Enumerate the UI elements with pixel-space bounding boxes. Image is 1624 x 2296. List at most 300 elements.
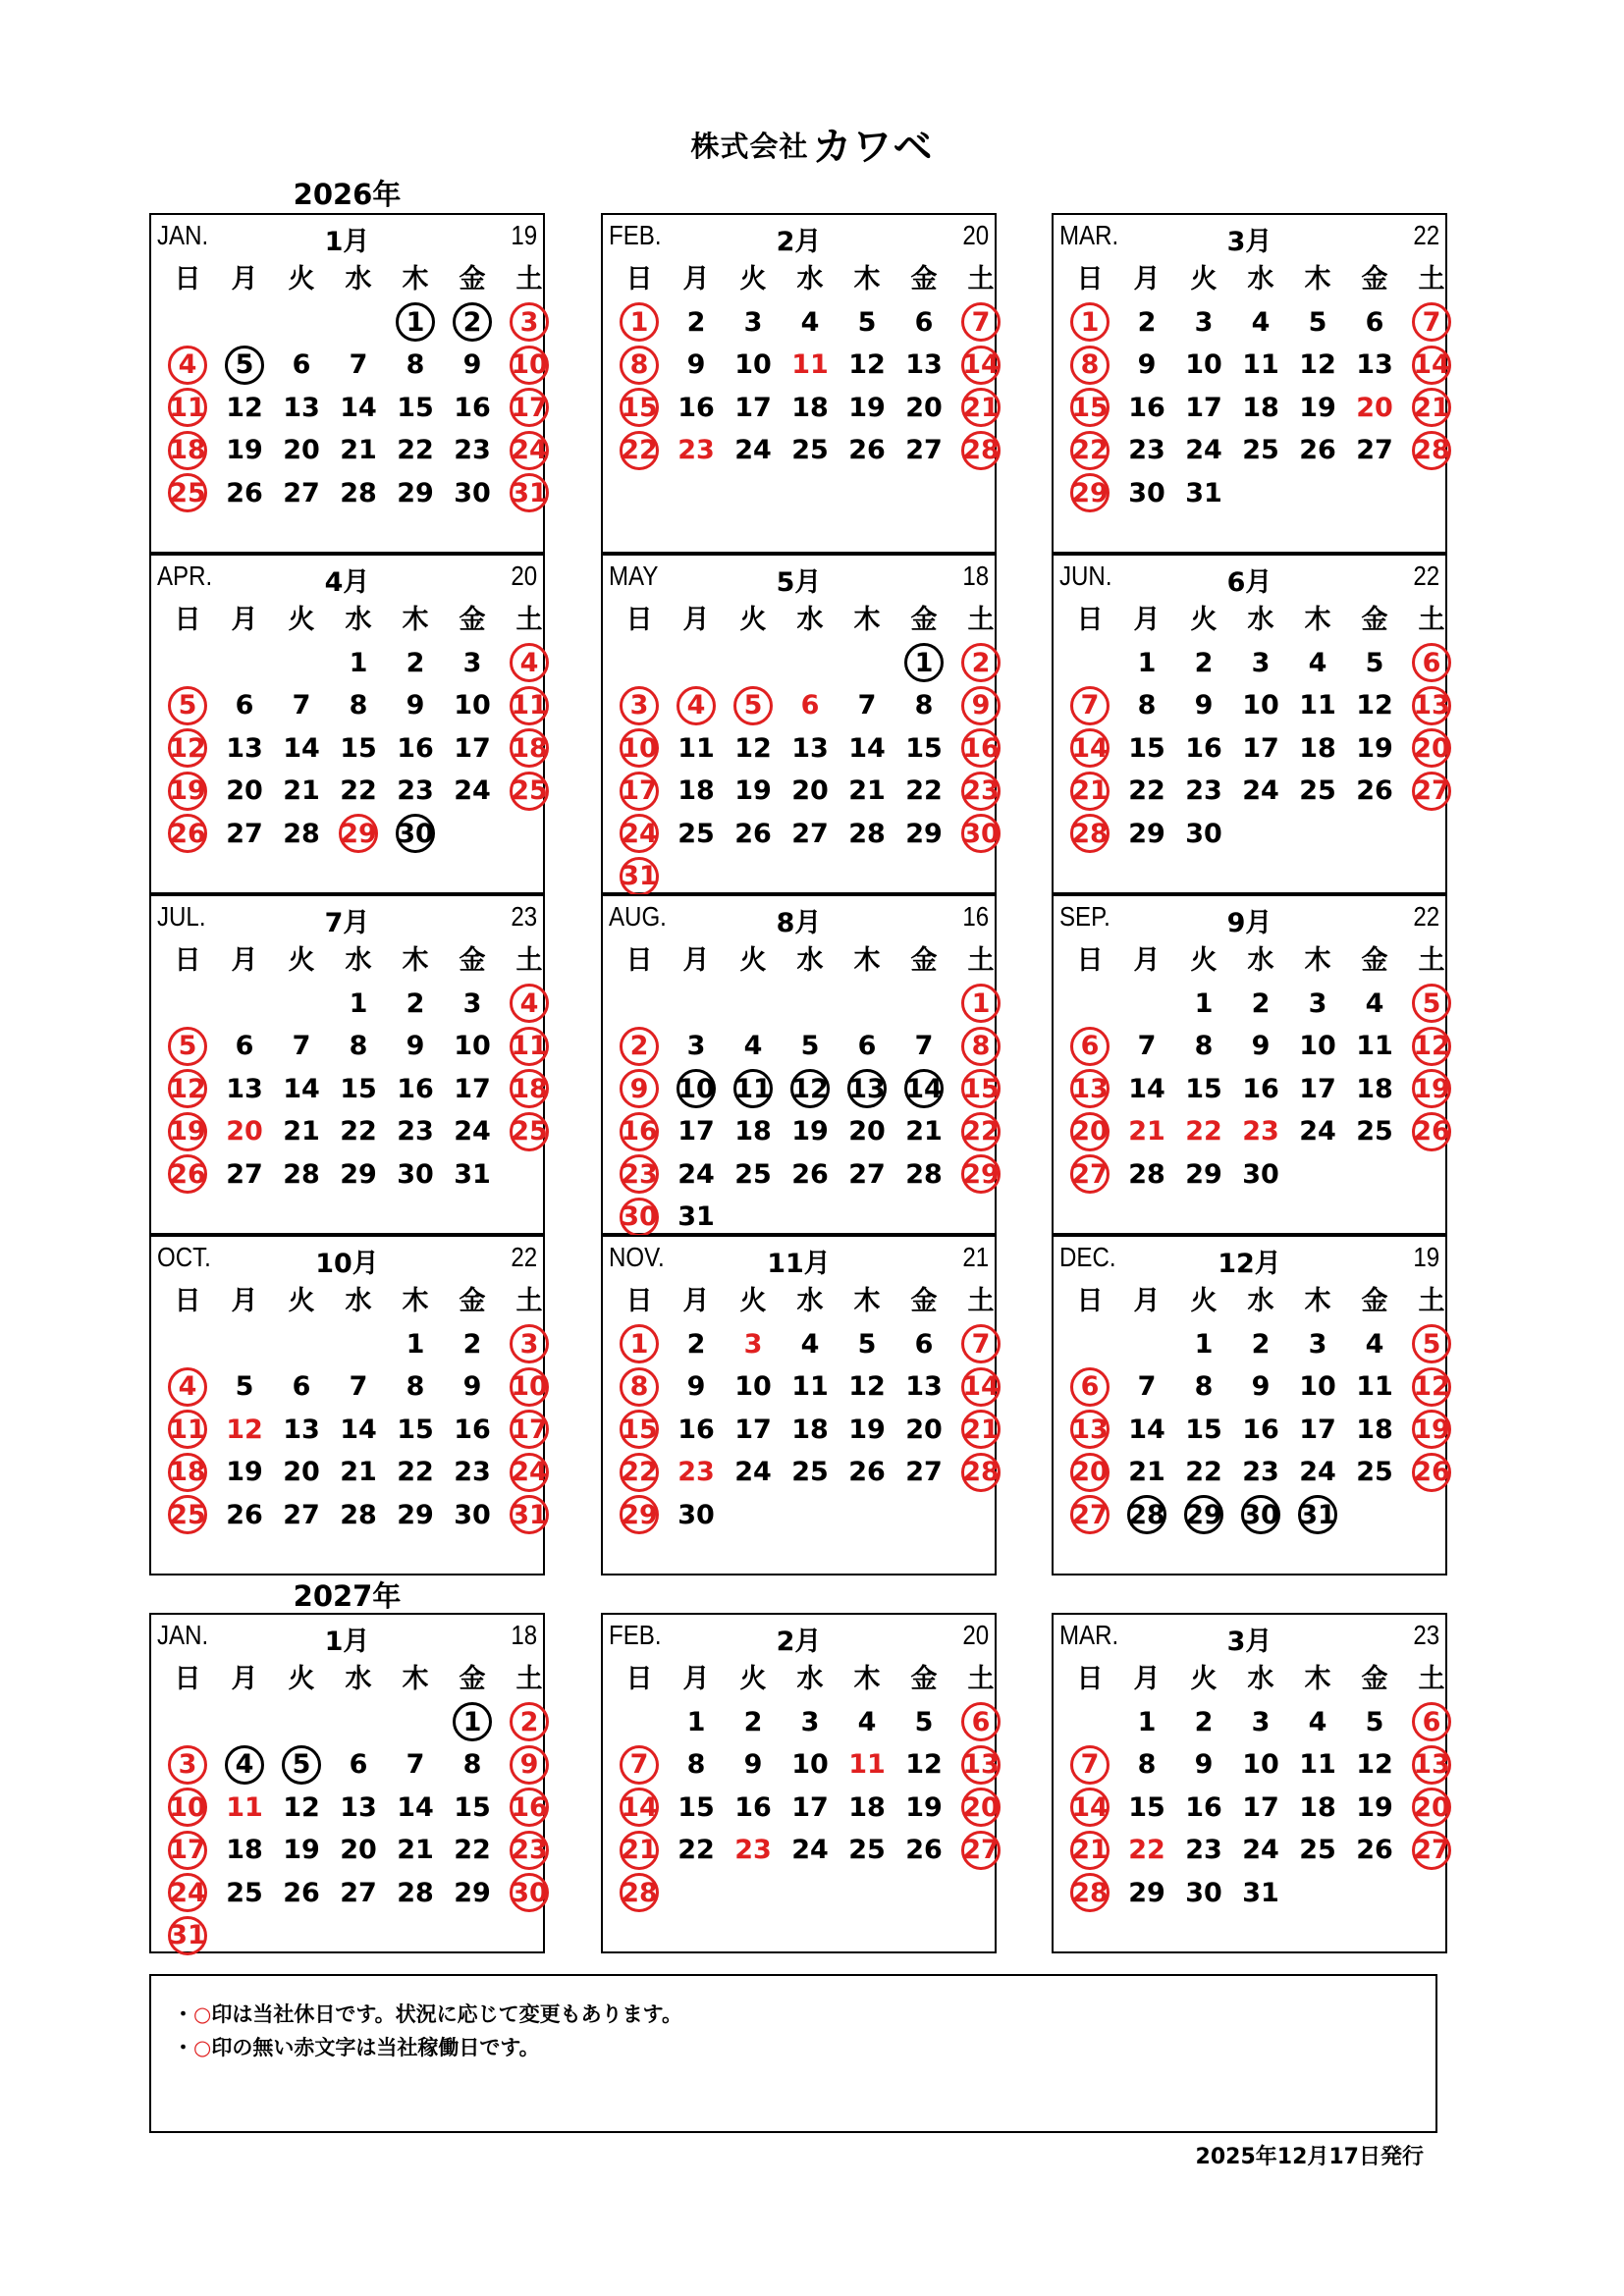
holiday-date: 29 bbox=[611, 1494, 668, 1537]
date-cell: 15 bbox=[340, 732, 377, 764]
date-cell: 17 bbox=[1299, 1414, 1336, 1445]
date-cell: 1 bbox=[686, 1706, 706, 1737]
date-cell: 1 bbox=[349, 647, 368, 678]
weekday-label: 月 bbox=[1133, 264, 1161, 294]
holiday-date: 10 bbox=[501, 344, 558, 387]
date-cell: 23 bbox=[454, 1457, 491, 1487]
holiday-date: 11 bbox=[159, 1409, 216, 1452]
holiday-date: 15 bbox=[611, 387, 668, 430]
date-cell: 18 bbox=[1299, 732, 1336, 764]
workday-count: 18 bbox=[962, 561, 989, 591]
date-cell: 22 bbox=[340, 1116, 377, 1147]
weekday-label: 木 bbox=[1304, 1286, 1331, 1316]
date-cell: 30 bbox=[1185, 818, 1222, 849]
holiday-date: 17 bbox=[501, 387, 558, 430]
date-cell: 29 bbox=[397, 1499, 434, 1530]
date-cell: 10 bbox=[1185, 349, 1222, 380]
holiday-date: 27 bbox=[1403, 770, 1460, 813]
date-cell: 23 bbox=[1128, 435, 1165, 465]
weekday-label: 火 bbox=[288, 1286, 315, 1316]
date-cell: 16 bbox=[1185, 1791, 1222, 1823]
weekday-label: 木 bbox=[402, 945, 429, 976]
date-cell: 19 bbox=[734, 775, 772, 806]
weekday-label: 土 bbox=[515, 264, 543, 294]
date-cell: 24 bbox=[791, 1835, 829, 1865]
holiday-date: 7 bbox=[952, 1323, 1009, 1366]
date-cell: 11 bbox=[226, 1791, 263, 1823]
holiday-date: 18 bbox=[159, 429, 216, 472]
month-name-jp: 1月 bbox=[324, 1627, 370, 1657]
date-cell: 6 bbox=[349, 1749, 368, 1780]
weekday-label: 木 bbox=[1304, 605, 1331, 635]
weekday-label: 金 bbox=[910, 945, 938, 976]
year-label-2027: 2027年 bbox=[293, 1579, 402, 1613]
date-cell: 22 bbox=[905, 775, 943, 806]
month-name-jp: 11月 bbox=[767, 1249, 831, 1279]
holiday-date: 19 bbox=[1403, 1409, 1460, 1452]
month-block bbox=[149, 554, 548, 894]
weekday-label: 日 bbox=[625, 264, 653, 294]
weekday-label: 金 bbox=[910, 264, 938, 294]
weekday-label: 木 bbox=[1304, 945, 1331, 976]
holiday-date: 8 bbox=[611, 1365, 668, 1409]
holiday-date: 25 bbox=[501, 770, 558, 813]
holiday-date: 5 bbox=[216, 344, 273, 387]
date-cell: 12 bbox=[1356, 690, 1393, 721]
weekday-label: 土 bbox=[1418, 605, 1445, 635]
month-header bbox=[603, 896, 995, 939]
date-cell: 12 bbox=[226, 392, 263, 423]
month-name-en: JUN. bbox=[1059, 561, 1112, 591]
workday-count: 22 bbox=[1413, 561, 1439, 591]
holiday-date: 14 bbox=[611, 1787, 668, 1830]
date-cell: 2 bbox=[686, 1328, 706, 1360]
date-cell: 28 bbox=[905, 1158, 943, 1190]
date-cell: 19 bbox=[1356, 732, 1393, 764]
holiday-date: 24 bbox=[501, 1451, 558, 1494]
date-cell: 7 bbox=[349, 349, 368, 380]
date-cell: 8 bbox=[686, 1749, 706, 1780]
date-cell: 24 bbox=[1299, 1116, 1336, 1147]
month-header bbox=[1054, 1237, 1445, 1280]
holiday-date: 23 bbox=[501, 1829, 558, 1872]
weekday-label: 日 bbox=[174, 1286, 201, 1316]
weekday-label: 月 bbox=[231, 605, 258, 635]
date-cell: 18 bbox=[1356, 1073, 1393, 1104]
date-cell: 21 bbox=[283, 1116, 320, 1147]
date-cell: 24 bbox=[1242, 1835, 1279, 1865]
date-cell: 14 bbox=[397, 1791, 434, 1823]
month-block bbox=[601, 894, 1000, 1235]
holiday-date: 5 bbox=[725, 684, 782, 727]
holiday-date: 20 bbox=[952, 1787, 1009, 1830]
holiday-date: 25 bbox=[501, 1110, 558, 1153]
month-block bbox=[1052, 213, 1450, 554]
date-cell: 9 bbox=[1194, 1749, 1214, 1780]
date-cell: 31 bbox=[454, 1158, 491, 1190]
holiday-date: 9 bbox=[952, 684, 1009, 727]
weekday-label: 火 bbox=[1190, 1286, 1218, 1316]
date-cell: 12 bbox=[848, 1371, 886, 1402]
date-cell: 20 bbox=[283, 1457, 320, 1487]
date-cell: 20 bbox=[848, 1116, 886, 1147]
holiday-date: 9 bbox=[611, 1068, 668, 1111]
date-cell: 22 bbox=[1185, 1457, 1222, 1487]
weekday-label: 水 bbox=[796, 1286, 824, 1316]
date-cell: 4 bbox=[857, 1706, 877, 1737]
date-cell: 27 bbox=[848, 1158, 886, 1190]
date-cell: 8 bbox=[1194, 1031, 1214, 1061]
holiday-date: 14 bbox=[1061, 727, 1118, 771]
month-block bbox=[149, 1613, 548, 1953]
holiday-date: 26 bbox=[1403, 1110, 1460, 1153]
date-cell: 1 bbox=[406, 1328, 425, 1360]
date-cell: 23 bbox=[1185, 1835, 1222, 1865]
date-cell: 16 bbox=[1242, 1414, 1279, 1445]
month-name-en: OCT. bbox=[157, 1242, 211, 1272]
holiday-date: 25 bbox=[159, 1494, 216, 1537]
weekday-label: 日 bbox=[1076, 945, 1104, 976]
weekday-label: 日 bbox=[625, 945, 653, 976]
holiday-date: 12 bbox=[159, 727, 216, 771]
weekday-label: 日 bbox=[174, 945, 201, 976]
holiday-date: 18 bbox=[501, 727, 558, 771]
month-header bbox=[151, 896, 543, 939]
date-cell: 9 bbox=[686, 1371, 706, 1402]
date-cell: 8 bbox=[349, 1031, 368, 1061]
date-cell: 12 bbox=[1356, 1749, 1393, 1780]
month-name-en: FEB. bbox=[609, 220, 662, 250]
date-cell: 27 bbox=[283, 477, 320, 508]
holiday-date: 2 bbox=[952, 642, 1009, 685]
holiday-date: 2 bbox=[501, 1701, 558, 1744]
date-cell: 12 bbox=[905, 1749, 943, 1780]
date-cell: 18 bbox=[791, 392, 829, 423]
holiday-date: 17 bbox=[611, 770, 668, 813]
holiday-date: 11 bbox=[501, 684, 558, 727]
date-cell: 25 bbox=[1356, 1116, 1393, 1147]
weekday-label: 土 bbox=[967, 1286, 995, 1316]
date-cell: 25 bbox=[226, 1877, 263, 1908]
weekday-label: 金 bbox=[910, 1664, 938, 1694]
date-cell: 25 bbox=[791, 435, 829, 465]
date-cell: 6 bbox=[235, 1031, 254, 1061]
date-cell: 15 bbox=[905, 732, 943, 764]
date-cell: 25 bbox=[1299, 1835, 1336, 1865]
weekday-label: 土 bbox=[1418, 1664, 1445, 1694]
date-cell: 30 bbox=[454, 1499, 491, 1530]
date-cell: 4 bbox=[743, 1031, 763, 1061]
date-cell: 13 bbox=[226, 1073, 263, 1104]
note-line: ・○印は当社休日です。状況に応じて変更もあります。 bbox=[173, 2002, 682, 2026]
date-cell: 2 bbox=[1194, 1706, 1214, 1737]
holiday-date: 12 bbox=[1403, 1025, 1460, 1068]
holiday-date: 20 bbox=[1061, 1110, 1118, 1153]
date-cell: 8 bbox=[406, 1371, 425, 1402]
date-cell: 9 bbox=[462, 349, 482, 380]
date-cell: 23 bbox=[1185, 775, 1222, 806]
month-header bbox=[1054, 556, 1445, 599]
date-cell: 3 bbox=[1251, 1706, 1271, 1737]
date-cell: 2 bbox=[1194, 647, 1214, 678]
date-cell: 5 bbox=[1365, 1706, 1384, 1737]
holiday-date: 6 bbox=[1403, 642, 1460, 685]
month-name-en: AUG. bbox=[609, 901, 667, 932]
weekday-label: 金 bbox=[1361, 264, 1388, 294]
holiday-date: 4 bbox=[501, 983, 558, 1026]
date-cell: 19 bbox=[283, 1835, 320, 1865]
date-cell: 2 bbox=[686, 306, 706, 338]
date-cell: 25 bbox=[1242, 435, 1279, 465]
date-cell: 26 bbox=[905, 1835, 943, 1865]
workday-count: 19 bbox=[511, 220, 537, 250]
weekday-label: 水 bbox=[345, 605, 372, 635]
holiday-date: 1 bbox=[387, 301, 444, 345]
holiday-date: 26 bbox=[159, 1153, 216, 1197]
company-title bbox=[0, 116, 1624, 172]
date-cell: 19 bbox=[1299, 392, 1336, 423]
date-cell: 5 bbox=[914, 1706, 934, 1737]
weekday-label: 金 bbox=[1361, 945, 1388, 976]
date-cell: 11 bbox=[1356, 1371, 1393, 1402]
weekday-label: 水 bbox=[345, 945, 372, 976]
date-cell: 19 bbox=[226, 435, 263, 465]
date-cell: 21 bbox=[340, 1457, 377, 1487]
date-cell: 5 bbox=[1308, 306, 1327, 338]
holiday-date: 5 bbox=[159, 684, 216, 727]
date-cell: 16 bbox=[454, 392, 491, 423]
date-cell: 23 bbox=[1242, 1457, 1279, 1487]
date-cell: 10 bbox=[734, 349, 772, 380]
holiday-date: 27 bbox=[1403, 1829, 1460, 1872]
weekday-label: 火 bbox=[288, 945, 315, 976]
month-block bbox=[601, 554, 1000, 894]
holiday-date: 14 bbox=[1403, 344, 1460, 387]
date-cell: 20 bbox=[905, 392, 943, 423]
holiday-date: 1 bbox=[952, 983, 1009, 1026]
date-cell: 20 bbox=[1356, 392, 1393, 423]
holiday-date: 16 bbox=[611, 1110, 668, 1153]
holiday-date: 22 bbox=[611, 1451, 668, 1494]
date-cell: 22 bbox=[1128, 1835, 1165, 1865]
holiday-date: 29 bbox=[330, 813, 387, 856]
date-cell: 7 bbox=[857, 690, 877, 721]
weekday-label: 金 bbox=[910, 605, 938, 635]
holiday-date: 12 bbox=[159, 1068, 216, 1111]
month-block bbox=[1052, 1613, 1450, 1953]
date-cell: 26 bbox=[226, 1499, 263, 1530]
weekday-label: 土 bbox=[967, 605, 995, 635]
red-circle-mark: ○ bbox=[193, 2002, 212, 2026]
date-cell: 25 bbox=[734, 1158, 772, 1190]
date-cell: 26 bbox=[1356, 1835, 1393, 1865]
holiday-date: 27 bbox=[1061, 1153, 1118, 1197]
date-cell: 7 bbox=[914, 1031, 934, 1061]
date-cell: 30 bbox=[397, 1158, 434, 1190]
date-cell: 28 bbox=[340, 1499, 377, 1530]
weekday-label: 木 bbox=[1304, 1664, 1331, 1694]
month-name-en: SEP. bbox=[1059, 901, 1110, 932]
month-name-jp: 7月 bbox=[324, 908, 370, 938]
month-header bbox=[1054, 1615, 1445, 1658]
weekday-label: 金 bbox=[1361, 1664, 1388, 1694]
date-cell: 11 bbox=[1299, 1749, 1336, 1780]
date-cell: 31 bbox=[1185, 477, 1222, 508]
month-name-en: MAR. bbox=[1059, 1620, 1119, 1650]
weekday-label: 土 bbox=[967, 1664, 995, 1694]
weekday-label: 月 bbox=[1133, 1286, 1161, 1316]
date-cell: 30 bbox=[677, 1499, 715, 1530]
date-cell: 28 bbox=[848, 818, 886, 849]
holiday-date: 12 bbox=[1403, 1365, 1460, 1409]
holiday-date: 19 bbox=[1403, 1068, 1460, 1111]
weekday-label: 金 bbox=[459, 1664, 486, 1694]
holiday-date: 3 bbox=[501, 1323, 558, 1366]
holiday-date: 7 bbox=[1061, 684, 1118, 727]
date-cell: 24 bbox=[1242, 775, 1279, 806]
date-cell: 3 bbox=[1251, 647, 1271, 678]
weekday-label: 月 bbox=[231, 945, 258, 976]
holiday-date: 11 bbox=[501, 1025, 558, 1068]
date-cell: 30 bbox=[1185, 1877, 1222, 1908]
weekday-label: 月 bbox=[682, 945, 710, 976]
date-cell: 21 bbox=[1128, 1116, 1165, 1147]
holiday-date: 31 bbox=[501, 472, 558, 515]
holiday-date: 11 bbox=[725, 1068, 782, 1111]
date-cell: 21 bbox=[340, 435, 377, 465]
holiday-date: 7 bbox=[1403, 301, 1460, 345]
month-name-jp: 3月 bbox=[1226, 227, 1272, 257]
date-cell: 2 bbox=[462, 1328, 482, 1360]
holiday-date: 27 bbox=[1061, 1494, 1118, 1537]
date-cell: 10 bbox=[734, 1371, 772, 1402]
month-name-en: JUL. bbox=[157, 901, 206, 932]
date-cell: 15 bbox=[454, 1791, 491, 1823]
holiday-date: 15 bbox=[1061, 387, 1118, 430]
date-cell: 22 bbox=[1128, 775, 1165, 806]
date-cell: 3 bbox=[743, 306, 763, 338]
date-cell: 6 bbox=[857, 1031, 877, 1061]
date-cell: 27 bbox=[791, 818, 829, 849]
date-cell: 13 bbox=[1356, 349, 1393, 380]
holiday-date: 1 bbox=[611, 1323, 668, 1366]
date-cell: 3 bbox=[1194, 306, 1214, 338]
date-cell: 15 bbox=[340, 1073, 377, 1104]
weekday-label: 火 bbox=[739, 1286, 767, 1316]
holiday-date: 30 bbox=[501, 1872, 558, 1915]
weekday-label: 日 bbox=[625, 1664, 653, 1694]
date-cell: 18 bbox=[1299, 1791, 1336, 1823]
holiday-date: 31 bbox=[611, 855, 668, 898]
holiday-date: 28 bbox=[611, 1872, 668, 1915]
holiday-date: 11 bbox=[159, 387, 216, 430]
weekday-label: 月 bbox=[682, 1664, 710, 1694]
holiday-date: 7 bbox=[1061, 1743, 1118, 1787]
date-cell: 1 bbox=[1194, 988, 1214, 1019]
date-cell: 7 bbox=[1137, 1371, 1157, 1402]
date-cell: 30 bbox=[454, 477, 491, 508]
date-cell: 24 bbox=[1185, 435, 1222, 465]
holiday-date: 19 bbox=[159, 770, 216, 813]
month-header bbox=[603, 556, 995, 599]
holiday-date: 14 bbox=[895, 1068, 952, 1111]
holiday-date: 22 bbox=[611, 429, 668, 472]
weekday-label: 金 bbox=[1361, 1286, 1388, 1316]
date-cell: 17 bbox=[734, 1414, 772, 1445]
date-cell: 23 bbox=[397, 1116, 434, 1147]
workday-count: 20 bbox=[962, 220, 989, 250]
date-cell: 19 bbox=[905, 1791, 943, 1823]
date-cell: 25 bbox=[677, 818, 715, 849]
date-cell: 9 bbox=[743, 1749, 763, 1780]
weekday-label: 土 bbox=[515, 1664, 543, 1694]
date-cell: 3 bbox=[1308, 1328, 1327, 1360]
workday-count: 19 bbox=[1413, 1242, 1439, 1272]
date-cell: 25 bbox=[791, 1457, 829, 1487]
date-cell: 9 bbox=[686, 349, 706, 380]
weekday-label: 日 bbox=[1076, 1664, 1104, 1694]
date-cell: 11 bbox=[848, 1749, 886, 1780]
date-cell: 19 bbox=[848, 392, 886, 423]
holiday-date: 28 bbox=[1061, 1872, 1118, 1915]
weekday-label: 金 bbox=[910, 1286, 938, 1316]
red-circle-mark: ○ bbox=[193, 2036, 212, 2059]
date-cell: 14 bbox=[340, 392, 377, 423]
holiday-date: 17 bbox=[501, 1409, 558, 1452]
workday-count: 23 bbox=[1413, 1620, 1439, 1650]
date-cell: 8 bbox=[462, 1749, 482, 1780]
weekday-label: 土 bbox=[1418, 945, 1445, 976]
date-cell: 10 bbox=[1299, 1371, 1336, 1402]
date-cell: 13 bbox=[226, 732, 263, 764]
date-cell: 18 bbox=[1242, 392, 1279, 423]
holiday-date: 10 bbox=[159, 1787, 216, 1830]
weekday-label: 土 bbox=[515, 1286, 543, 1316]
weekday-label: 土 bbox=[515, 945, 543, 976]
weekday-label: 水 bbox=[796, 945, 824, 976]
holiday-date: 10 bbox=[611, 727, 668, 771]
workday-count: 20 bbox=[962, 1620, 989, 1650]
weekday-label: 金 bbox=[459, 1286, 486, 1316]
date-cell: 29 bbox=[1128, 1877, 1165, 1908]
month-block bbox=[601, 213, 1000, 554]
month-block bbox=[1052, 1235, 1450, 1575]
holiday-date: 5 bbox=[1403, 1323, 1460, 1366]
holiday-date: 1 bbox=[611, 301, 668, 345]
date-cell: 22 bbox=[340, 775, 377, 806]
date-cell: 14 bbox=[283, 732, 320, 764]
date-cell: 17 bbox=[1299, 1073, 1336, 1104]
weekday-label: 月 bbox=[231, 264, 258, 294]
date-cell: 6 bbox=[914, 1328, 934, 1360]
date-cell: 4 bbox=[1251, 306, 1271, 338]
weekday-label: 火 bbox=[288, 264, 315, 294]
date-cell: 3 bbox=[462, 988, 482, 1019]
date-cell: 13 bbox=[340, 1791, 377, 1823]
date-cell: 14 bbox=[283, 1073, 320, 1104]
date-cell: 26 bbox=[1356, 775, 1393, 806]
date-cell: 20 bbox=[226, 775, 263, 806]
date-cell: 8 bbox=[1194, 1371, 1214, 1402]
date-cell: 15 bbox=[397, 1414, 434, 1445]
date-cell: 2 bbox=[406, 647, 425, 678]
month-block bbox=[149, 213, 548, 554]
date-cell: 23 bbox=[734, 1835, 772, 1865]
date-cell: 1 bbox=[349, 988, 368, 1019]
month-header bbox=[151, 1237, 543, 1280]
date-cell: 13 bbox=[905, 349, 943, 380]
date-cell: 30 bbox=[1128, 477, 1165, 508]
